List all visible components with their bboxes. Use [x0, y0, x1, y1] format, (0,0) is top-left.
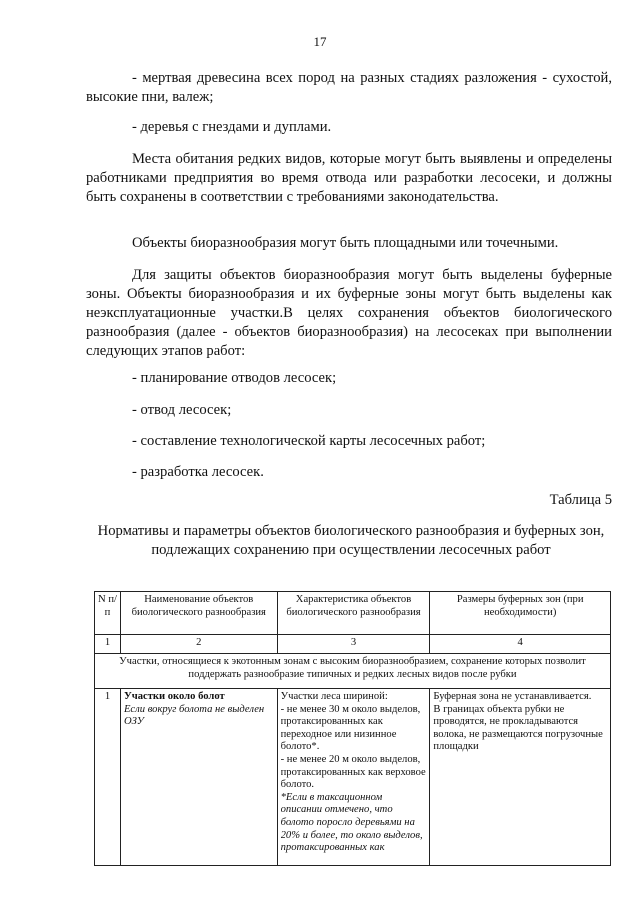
paragraph-rare-species: Места обитания редких видов, которые могут быть выявлены и определены работниками предприятия во время отвода или разработки лесосеки, и должны быть сохранены в соответствии с требованиями законодательства.: [86, 151, 612, 205]
table-group-row: [95, 654, 611, 689]
object-condition: Если вокруг болота не выделен ОЗУ: [123, 703, 265, 728]
header-num: N п/п: [95, 592, 121, 635]
characteristic-note: *Если в таксационном описании отмечено, что болото поросло деревьями на 20% и более, то около выделов, протаксированных как: [280, 791, 423, 854]
row-characteristics: [277, 689, 430, 866]
column-number: 2: [120, 635, 277, 654]
header-object-characteristics: Характеристика объектов биологического разнообразия: [277, 592, 430, 635]
bullet-development: - разработка лесосек.: [132, 464, 264, 480]
column-number: 4: [430, 635, 611, 654]
row-number: 1: [95, 689, 121, 866]
characteristic-line: Участки леса шириной:: [280, 691, 388, 702]
table-title: Нормативы и параметры объектов биологического разнообразия и буферных зон, подлежащих сохранению при осуществлении лесосечных работ: [97, 523, 605, 558]
bullet-technological-map: - составление технологической карты лесосечных работ;: [132, 433, 486, 449]
paragraph-dead-wood: - мертвая древесина всех пород на разных стадиях разложения - сухостой, высокие пни, валеж;: [86, 70, 612, 105]
bullet-allotment: - отвод лесосек;: [132, 402, 232, 418]
row-buffer-zone: [430, 689, 611, 866]
row-object-name: [120, 689, 277, 866]
page-number: 17: [313, 34, 327, 49]
characteristic-line: - не менее 20 м около выделов, протаксированных как верховое болото.: [280, 753, 426, 791]
characteristic-line: - не менее 30 м около выделов, протаксированных как переходное или низинное болото*.: [280, 703, 421, 753]
table-header-row: [95, 592, 611, 635]
table-row: [95, 689, 611, 866]
header-object-name: Наименование объектов биологического разнообразия: [120, 592, 277, 635]
group-heading: Участки, относящиеся к экотонным зонам с высоким биоразнообразием, сохранение которых позволит поддержать разнообразие типичных и редких лесных видов после рубки: [95, 654, 611, 689]
column-number: 3: [277, 635, 430, 654]
header-buffer-size: Размеры буферных зон (при необходимости): [430, 592, 611, 635]
paragraph-nest-trees: - деревья с гнездами и дуплами.: [132, 119, 332, 135]
bullet-planning: - планирование отводов лесосек;: [132, 370, 337, 386]
buffer-line: В границах объекта рубки не проводятся, не прокладываются волока, не размещаются погрузочные площадки: [433, 703, 603, 753]
paragraph-buffer-zones: Для защиты объектов биоразнообразия могут быть выделены буферные зоны. Объекты биоразнообразия и их буферные зоны могут быть выделены как неэксплуатационные участки.В целях сохранения объектов биологического разнообразия (далее - объектов биоразнообразия) на лесосеках при выполнении следующих этапов работ:: [86, 267, 612, 359]
buffer-line: Буферная зона не устанавливается.: [433, 691, 592, 702]
biodiversity-table: [94, 591, 611, 866]
table-label: Таблица 5: [549, 492, 612, 508]
paragraph-biodiversity-objects: Объекты биоразнообразия могут быть площадными или точечными.: [132, 235, 559, 251]
table-column-number-row: [95, 635, 611, 654]
object-name: Участки около болот: [123, 691, 225, 702]
column-number: 1: [95, 635, 121, 654]
